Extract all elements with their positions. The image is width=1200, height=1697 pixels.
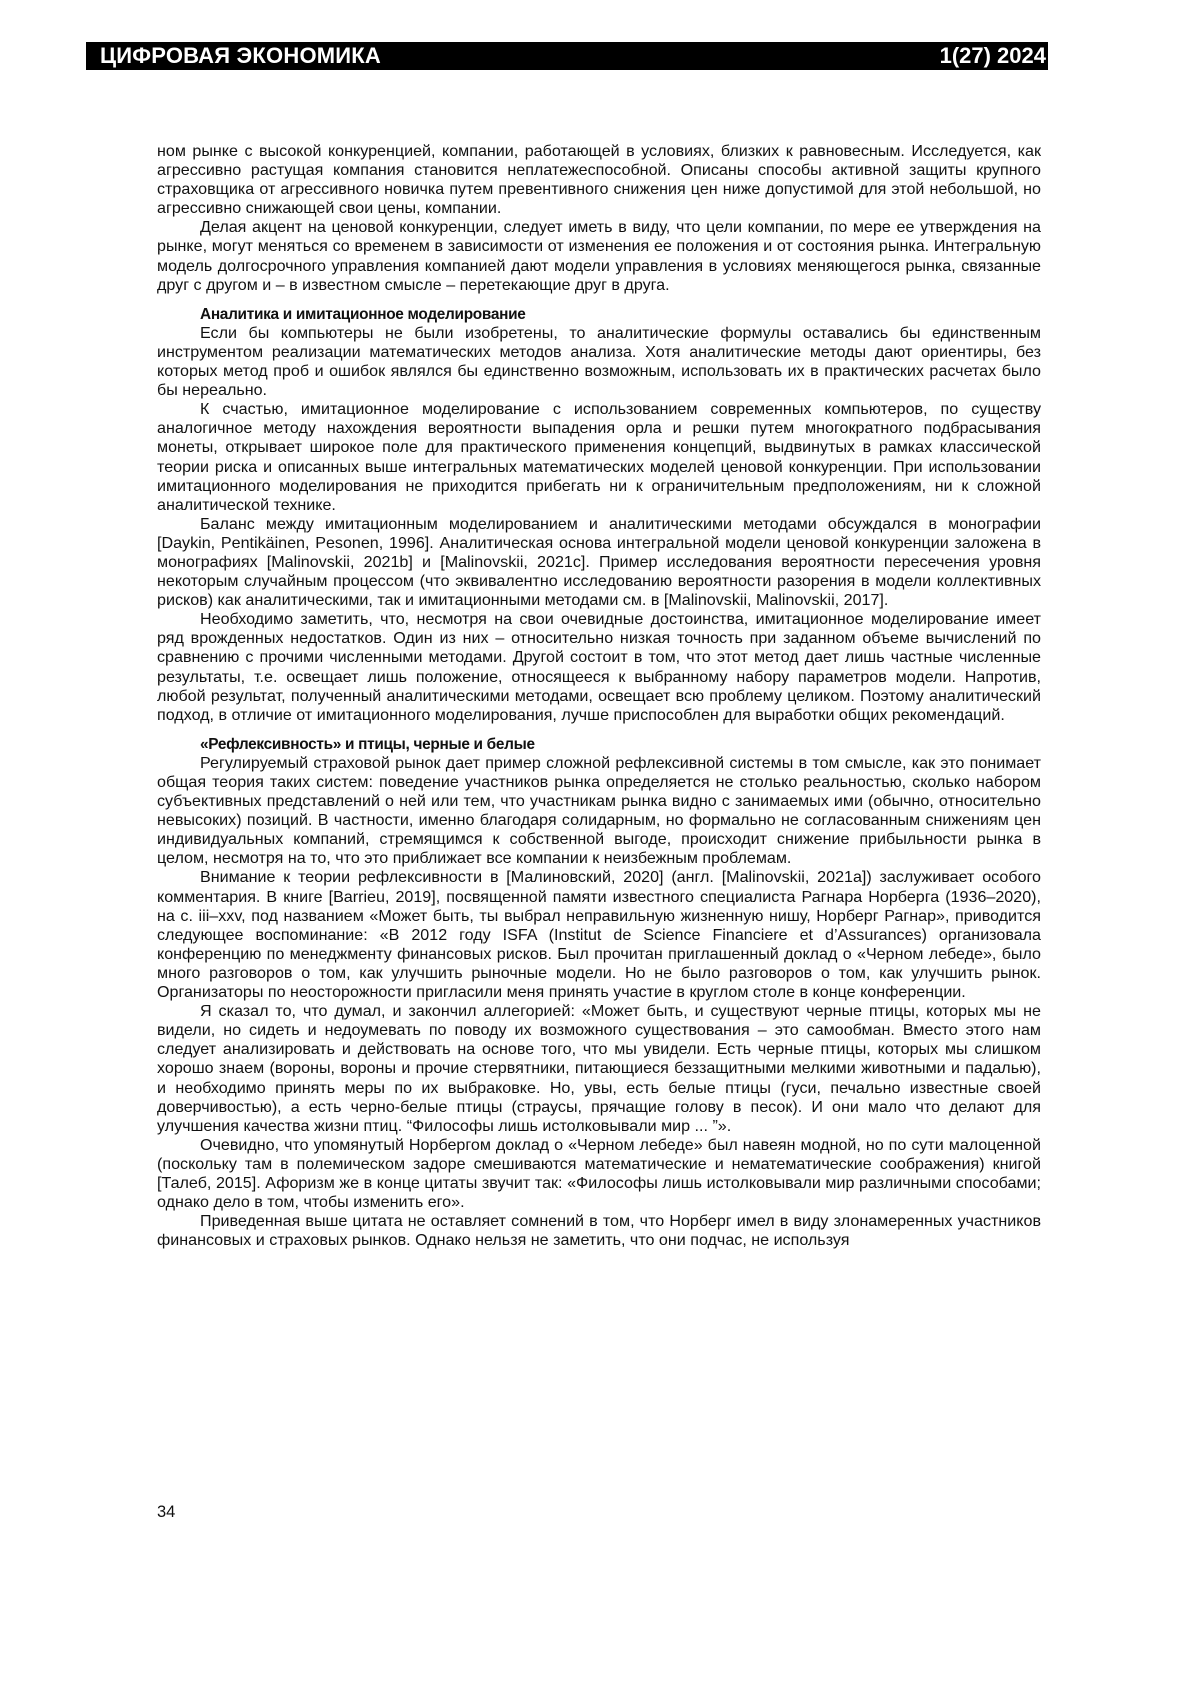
paragraph: Делая акцент на ценовой конкуренции, следует иметь в виду, что цели компании, по мере ее утверждения на рынке, могут меняться со временем в зависимости от изменения ее положения и от состояния рынка. Интегральную модель долгосрочного управления компанией дают модели управления в условиях меняющегося рынка, связанные друг с другом и – в известном смысле – перетекающие друг в друга.: [157, 218, 1041, 294]
paragraph: Приведенная выше цитата не оставляет сомнений в том, что Норберг имел в виду злонамеренных участников финансовых и страховых рынков. Однако нельзя не заметить, что они подчас, не используя: [157, 1212, 1041, 1250]
paragraph: Очевидно, что упомянутый Норбергом доклад о «Черном лебеде» был навеян модной, но по сути малоценной (поскольку там в полемическом задоре смешиваются математические и нематематические соображения) книгой [Талеб, 2015]. Афоризм же в конце цитаты звучит так: «Философы лишь истолковывали мир различными способами; однако дело в том, чтобы изменить его».: [157, 1136, 1041, 1212]
journal-title: ЦИФРОВАЯ ЭКОНОМИКА: [100, 43, 381, 69]
paragraph: Баланс между имитационным моделированием и аналитическими методами обсуждался в монографии [Daykin, Pentikäinen, Pesonen, 1996]. Аналитическая основа интегральной модели ценовой конкуренции заложена в монографиях [Malinovskii, 2021b] и [Malinovskii, 2021c]. Пример исследования вероятности пересечения уровня некоторым случайным процессом (что эквивалентно исследованию вероятности разорения в модели коллективных рисков) как аналитическими, так и имитационными методами см. в [Malinovskii, Malinovskii, 2017].: [157, 515, 1041, 610]
paragraph: Регулируемый страховой рынок дает пример сложной рефлексивной системы в том смысле, как это понимает общая теория таких систем: поведение участников рынка определяется не столько реальностью, сколько набором субъективных представлений о ней или тем, что участникам рынка видно с занимаемых ими (обычно, относительно невысоких) позиций. В частности, именно благодаря солидарным, но формально не согласованным снижениям цен индивидуальных компаний, стремящимся к собственной выгоде, происходит снижение прибыльности рынка в целом, несмотря на то, что это приближает все компании к неизбежным проблемам.: [157, 754, 1041, 869]
page-number: 34: [157, 1502, 175, 1522]
paragraph: Я сказал то, что думал, и закончил аллегорией: «Может быть, и существуют черные птицы, которых мы не видели, но сидеть и недоумевать по поводу их возможного существования – это самообман. Вместо этого нам следует анализировать и действовать на основе того, что мы увидели. Есть черные птицы, которых мы слишком хорошо знаем (вороны, вороны и прочие стервятники, питающиеся беззащитными мелкими животными и падалью), и необходимо принять меры по их выбраковке. Но, увы, есть белые птицы (гуси, печально известные своей доверчивостью), а есть черно-белые птицы (страусы, прячащие голову в песок). И они мало что делают для улучшения качества жизни птиц. “Философы лишь истолковывали мир ... ”».: [157, 1002, 1041, 1136]
paragraph: Если бы компьютеры не были изобретены, то аналитические формулы оставались бы единственным инструментом реализации математических методов анализа. Хотя аналитические методы дают ориентиры, без которых метод проб и ошибок являлся бы единственно возможным, использовать их в практических расчетах было бы нереально.: [157, 324, 1041, 400]
section-heading: Аналитика и имитационное моделирование: [157, 305, 1041, 324]
paragraph: Необходимо заметить, что, несмотря на свои очевидные достоинства, имитационное моделирование имеет ряд врожденных недостатков. Один из них – относительно низкая точность при заданном объеме вычислений по сравнению с прочими численными методами. Другой состоит в том, что этот метод дает лишь частные численные результаты, т.е. освещает лишь положение, относящееся к выбранному набору параметров модели. Напротив, любой результат, полученный аналитическими методами, освещает всю проблему целиком. Поэтому аналитический подход, в отличие от имитационного моделирования, лучше приспособлен для выработки общих рекомендаций.: [157, 610, 1041, 725]
journal-issue: 1(27) 2024: [940, 43, 1046, 69]
journal-header-bar: [86, 42, 1048, 70]
article-body: [157, 142, 1041, 1250]
section-heading: «Рефлексивность» и птицы, черные и белые: [157, 735, 1041, 754]
paragraph: ном рынке с высокой конкуренцией, компании, работающей в условиях, близких к равновесным. Исследуется, как агрессивно растущая компания становится неплатежеспособной. Описаны способы активной защиты крупного страховщика от агрессивного новичка путем превентивного снижения цен ниже допустимой для этой небольшой, но агрессивно снижающей свои цены, компании.: [157, 142, 1041, 218]
paragraph: К счастью, имитационное моделирование с использованием современных компьютеров, по существу аналогичное методу нахождения вероятности выпадения орла и решки путем многократного подбрасывания монеты, открывает широкое поле для практического применения концепций, выдвинутых в рамках классической теории риска и описанных выше интегральных математических моделей ценовой конкуренции. При использовании имитационного моделирования не приходится прибегать ни к ограничительным предположениям, ни к сложной аналитической технике.: [157, 400, 1041, 515]
paragraph: Внимание к теории рефлексивности в [Малиновский, 2020] (англ. [Malinovskii, 2021a]) заслуживает особого комментария. В книге [Barrieu, 2019], посвященной памяти известного специалиста Рагнара Норберга (1936–2020), на с. iii–xxv, под названием «Может быть, ты выбрал неправильную жизненную нишу, Норберг Рагнар», приводится следующее воспоминание: «В 2012 году ISFA (Institut de Science Financiere et d’Assurances) организовала конференцию по менеджменту финансовых рисков. Был прочитан приглашенный доклад о «Черном лебеде», было много разговоров о том, как улучшить рыночные модели. Но не было разговоров о том, как улучшить рынок. Организаторы по неосторожности пригласили меня принять участие в круглом столе в конце конференции.: [157, 868, 1041, 1002]
